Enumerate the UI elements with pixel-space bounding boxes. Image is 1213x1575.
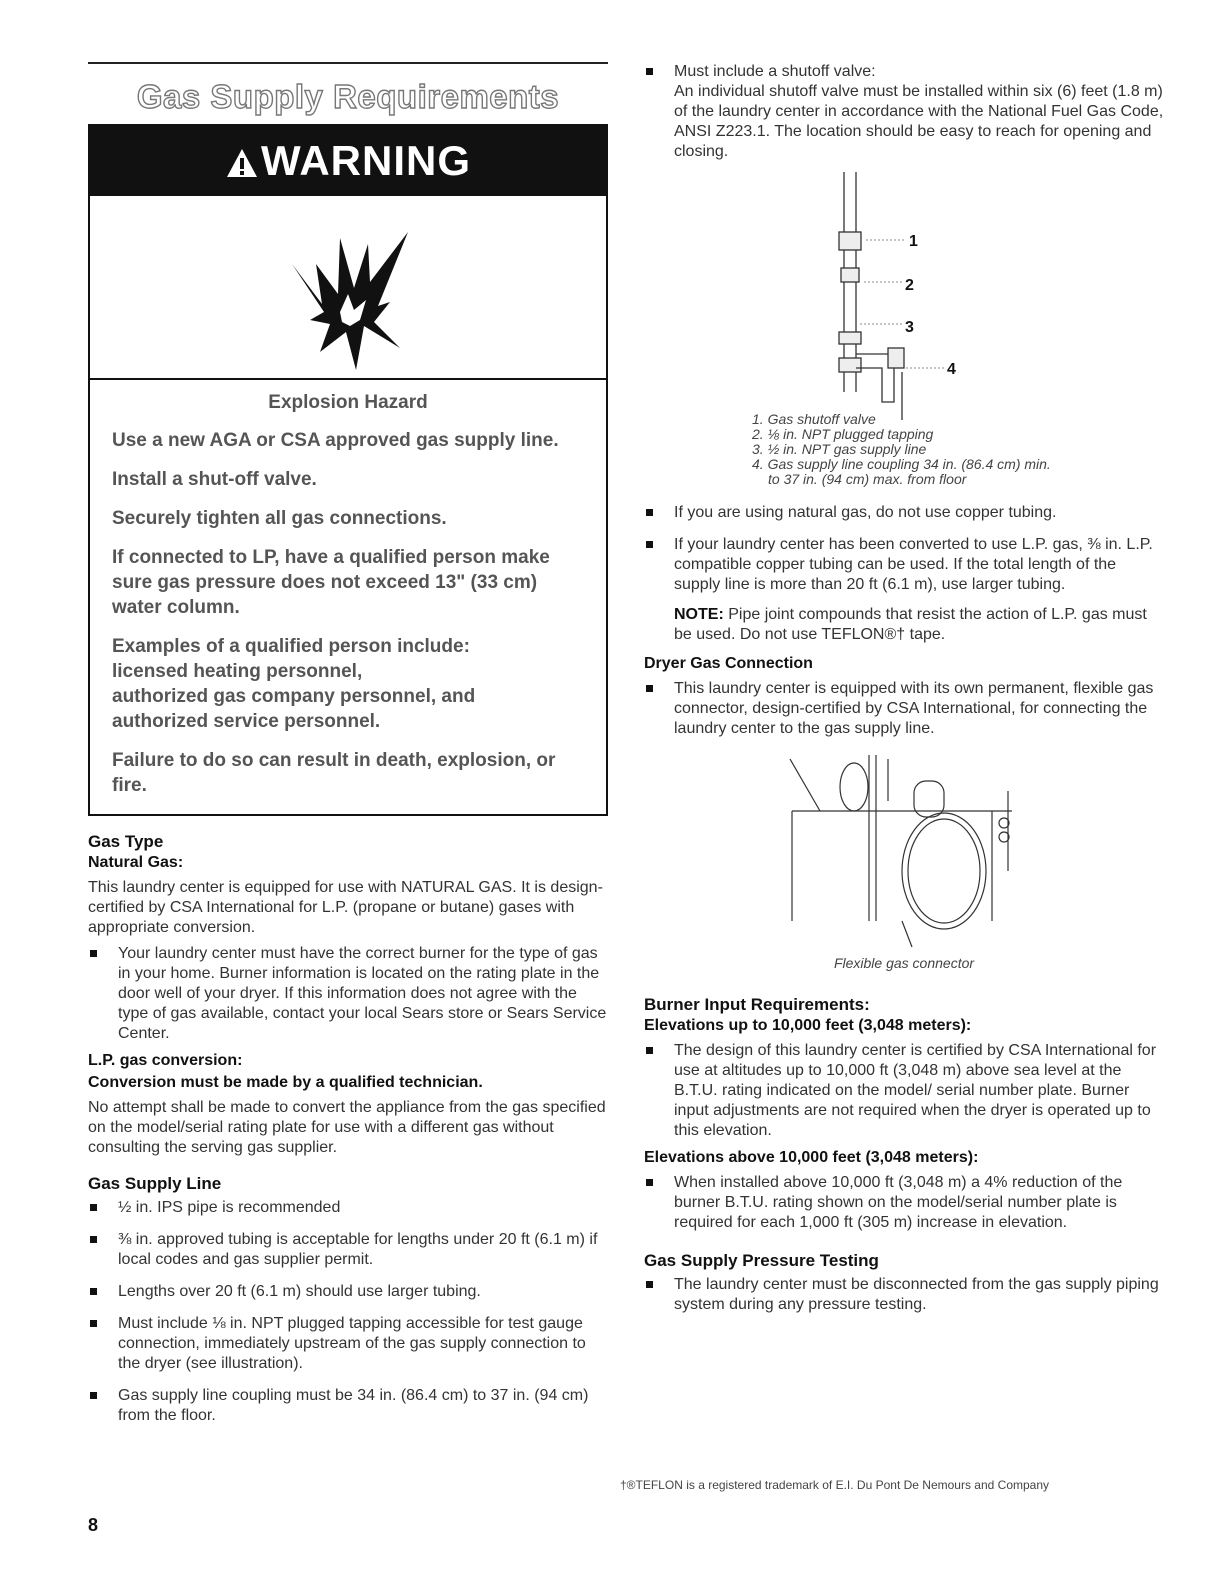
explosion-picture: [90, 196, 606, 380]
warning-line: authorized gas company personnel, and: [112, 686, 476, 707]
natural-gas-text: This laundry center is equipped for use with NATURAL GAS. It is design-certified by CSA International for L.P. (propane or butane) gases with appropriate conversion.: [88, 879, 603, 936]
shutoff-bullet: [644, 62, 1164, 162]
diagram-caption: 2. ⅛ in. NPT plugged tapping: [752, 426, 934, 442]
right-column: [644, 62, 1164, 1315]
lp-bullet: If your laundry center has been converted to use L.P. gas, ⅜ in. L.P. compatible copper tubing can be used. If the total length of the supply line is more than 20 ft (6.1 m), use larger tubing.: [644, 535, 1164, 595]
warning-heading: Explosion Hazard: [268, 392, 428, 413]
warning-banner-text: WARNING: [261, 137, 471, 184]
left-column: [88, 62, 608, 1426]
warning-failure: Failure to do so can result in death, explosion, or fire.: [112, 750, 556, 796]
pressure-testing-bullet: The laundry center must be disconnected from the gas supply piping system during any pressure testing.: [644, 1275, 1164, 1315]
elevation-high-bullet: When installed above 10,000 ft (3,048 m) a 4% reduction of the burner B.T.U. rating shown on the model/serial number plate is required for each 1,000 ft (305 m) increase in elevation.: [644, 1173, 1164, 1233]
top-rule: [88, 62, 608, 64]
qualified-person-examples: [112, 634, 584, 734]
warning-box: [88, 124, 608, 816]
warning-text: [90, 380, 606, 814]
explosion-icon: [270, 202, 430, 372]
dryer-gas-bullet: This laundry center is equipped with its own permanent, flexible gas connector, design-certified by CSA International, for connecting the laundry center to the gas supply line.: [644, 679, 1164, 739]
diagram-label-4: 4: [947, 361, 956, 378]
warning-line: Examples of a qualified person include:: [112, 636, 470, 657]
burner-heading: Burner Input Requirements:: [644, 995, 870, 1014]
diagram-label-3: 3: [905, 319, 914, 336]
lp-conversion-text: No attempt shall be made to convert the appliance from the gas specified on the model/serial rating plate for use with a different gas without consulting the serving gas supplier.: [88, 1099, 606, 1156]
supply-line-bullet: Must include ⅛ in. NPT plugged tapping accessible for test gauge connection, immediately upstream of the gas supply connection to the dryer (see illustration).: [88, 1314, 608, 1374]
warning-line: Securely tighten all gas connections.: [112, 508, 447, 529]
warning-line: Use a new AGA or CSA approved gas supply line.: [112, 430, 559, 451]
shutoff-bullet-text: An individual shutoff valve must be installed within six (6) feet (1.8 m) of the laundry center in accordance with the National Fuel Gas Code, ANSI Z223.1. The location should be easy to reach for opening and closing.: [674, 83, 1164, 160]
supply-line-bullet: Gas supply line coupling must be 34 in. (86.4 cm) to 37 in. (94 cm) from the floor.: [88, 1386, 608, 1426]
teflon-footnote: †®TEFLON is a registered trademark of E.I. Du Pont De Nemours and Company: [620, 1478, 1050, 1492]
lp-conversion-subheading: Conversion must be made by a qualified technician.: [88, 1074, 483, 1091]
diagram-label-1: 1: [909, 233, 918, 250]
warning-line: authorized service personnel.: [112, 711, 381, 732]
copper-bullet: If you are using natural gas, do not use copper tubing.: [644, 503, 1164, 523]
lp-conversion-heading: L.P. gas conversion:: [88, 1052, 243, 1069]
natural-gas-bullet: Your laundry center must have the correct burner for the type of gas in your home. Burner information is located on the rating plate in the door well of your dryer. If this information does not agree with the type of gas available, contact your local Sears store or Sears Service Center.: [88, 944, 608, 1044]
dryer-gas-heading: Dryer Gas Connection: [644, 655, 813, 672]
warning-line: If connected to LP, have a qualified person make sure gas pressure does not exceed 13" (33 cm) water column.: [112, 547, 550, 618]
note-paragraph: [644, 605, 1164, 645]
warning-triangle-icon: [225, 147, 259, 179]
supply-line-bullet: ½ in. IPS pipe is recommended: [88, 1198, 608, 1218]
pressure-testing-heading: Gas Supply Pressure Testing: [644, 1251, 879, 1270]
supply-line-bullet: ⅜ in. approved tubing is acceptable for lengths under 20 ft (6.1 m) if local codes and gas supplier permit.: [88, 1230, 608, 1270]
diagram-captions: [752, 412, 1164, 487]
note-text: Pipe joint compounds that resist the action of L.P. gas must be used. Do not use TEFLON®† tape.: [674, 606, 1147, 643]
warning-banner: [90, 126, 606, 196]
gas-type-heading: Gas Type: [88, 832, 164, 851]
diagram-caption: 4. Gas supply line coupling 34 in. (86.4 cm) min.: [752, 456, 1051, 472]
shutoff-bullet-title: Must include a shutoff valve:: [674, 63, 876, 80]
note-label: NOTE:: [674, 606, 724, 623]
natural-gas-heading: Natural Gas:: [88, 854, 184, 871]
warning-line: Install a shut-off valve.: [112, 469, 317, 490]
page-number: 8: [88, 1515, 99, 1535]
supply-line-bullet: Lengths over 20 ft (6.1 m) should use larger tubing.: [88, 1282, 608, 1302]
warning-line: licensed heating personnel,: [112, 661, 363, 682]
connector-caption: Flexible gas connector: [833, 955, 975, 971]
elevation-low-bullet: The design of this laundry center is certified by CSA International for use at altitudes up to 10,000 ft (3,048 m) above sea level at the B.T.U. rating indicated on the model/ serial number plate. Burner input adjustments are not required when the dryer is operated up to this elevation.: [644, 1041, 1164, 1141]
shutoff-valve-diagram: [644, 172, 1164, 422]
flexible-connector-diagram: [644, 751, 1164, 951]
diagram-caption: 1. Gas shutoff valve: [752, 411, 876, 427]
elevation-high-heading: Elevations above 10,000 feet (3,048 meters):: [644, 1149, 979, 1166]
section-title: Gas Supply Requirements: [136, 78, 560, 115]
diagram-caption: to 37 in. (94 cm) max. from floor: [768, 471, 967, 487]
diagram-caption: 3. ½ in. NPT gas supply line: [752, 441, 927, 457]
diagram-label-2: 2: [905, 277, 914, 294]
gas-supply-line-heading: Gas Supply Line: [88, 1174, 222, 1193]
elevation-low-heading: Elevations up to 10,000 feet (3,048 meters):: [644, 1017, 972, 1034]
